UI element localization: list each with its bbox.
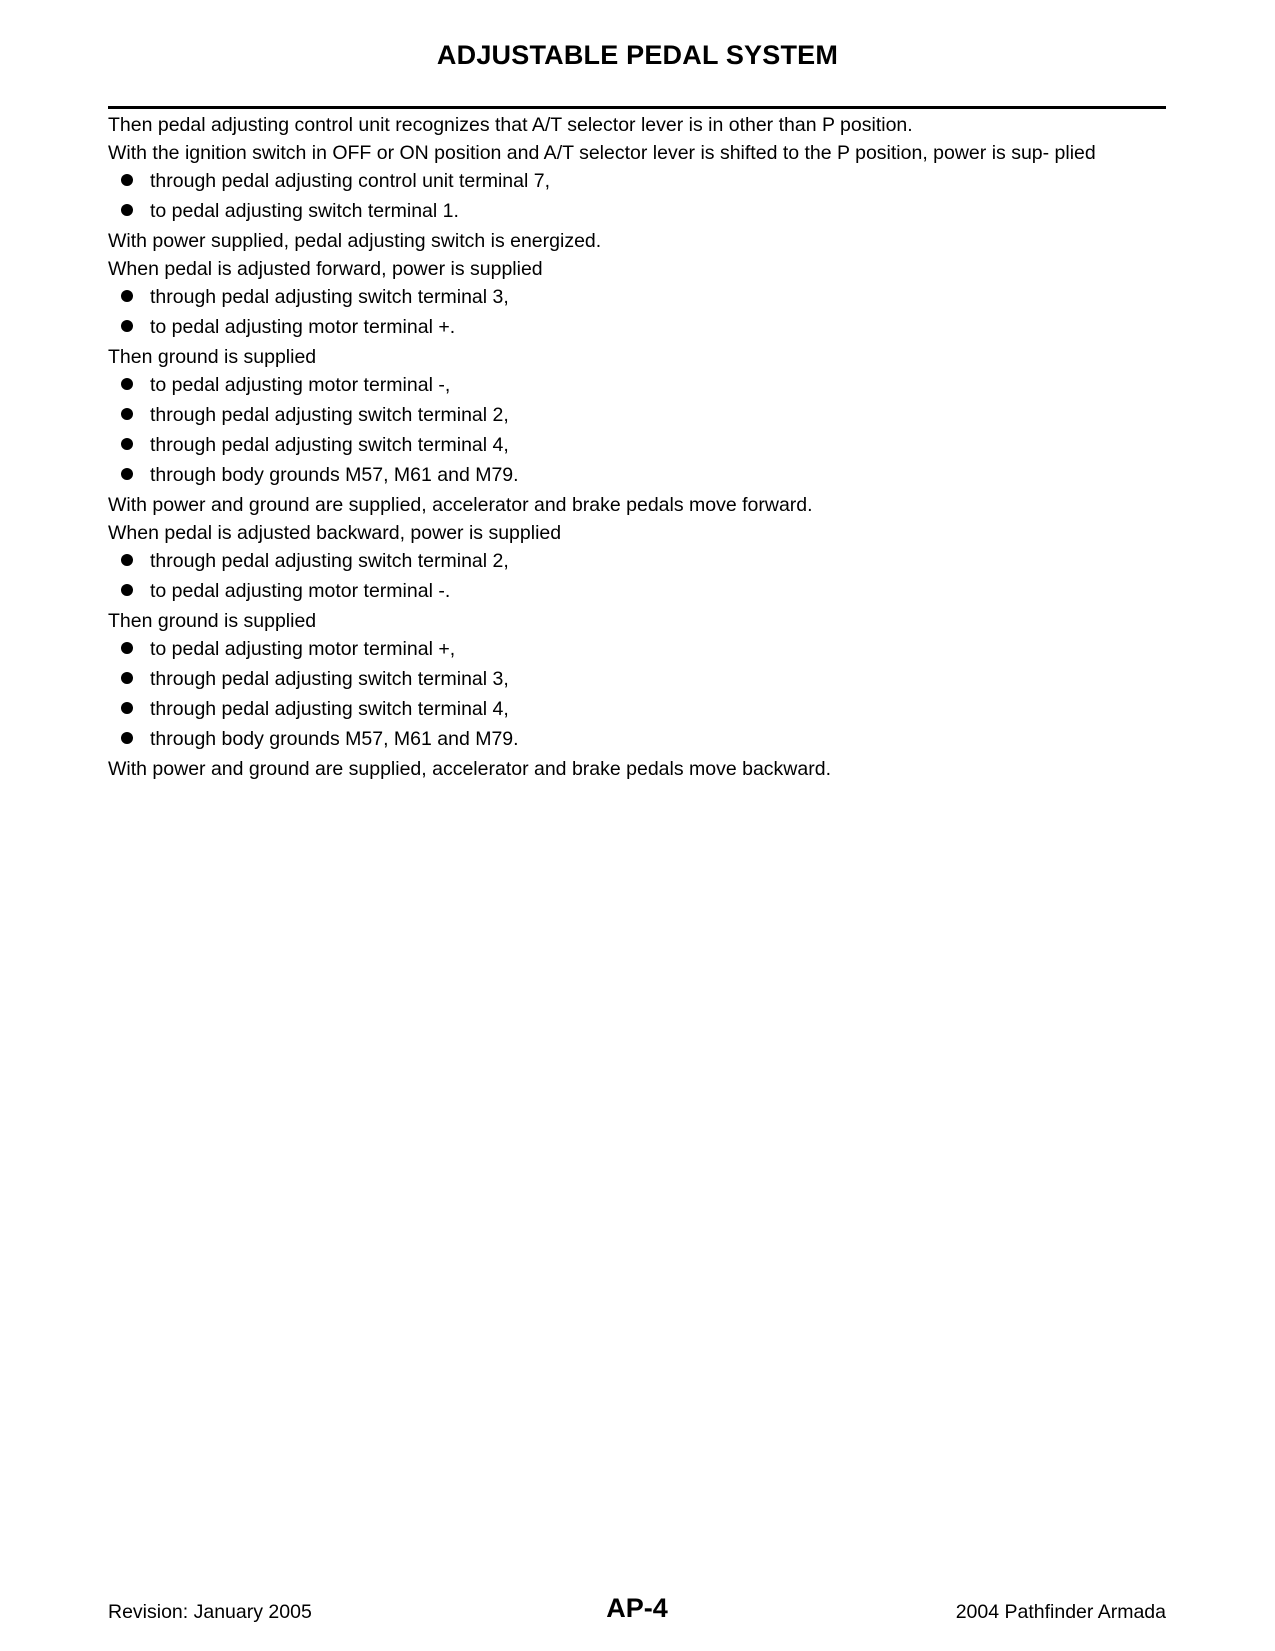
- bullet-text: to pedal adjusting motor terminal +,: [150, 638, 456, 660]
- bullet-item: [108, 579, 1168, 603]
- bullet-text: to pedal adjusting switch terminal 1.: [150, 200, 459, 222]
- revision-date: Revision: January 2005: [108, 1601, 312, 1623]
- bullet-icon: [121, 438, 133, 450]
- bullet-icon: [121, 642, 133, 654]
- bullet-item: [108, 285, 1168, 309]
- bullet-item: [108, 433, 1168, 457]
- paragraph: When pedal is adjusted backward, power is supplied: [108, 522, 562, 544]
- bullet-item: [108, 463, 1168, 487]
- bullet-text: to pedal adjusting motor terminal -.: [150, 580, 451, 602]
- bullet-icon: [121, 672, 133, 684]
- bullet-text: through pedal adjusting switch terminal 4,: [150, 698, 509, 720]
- bullet-item: [108, 667, 1168, 691]
- bullet-text: through pedal adjusting switch terminal 4,: [150, 434, 509, 456]
- bullet-text: to pedal adjusting motor terminal +.: [150, 316, 456, 338]
- bullet-item: [108, 727, 1168, 751]
- bullet-icon: [121, 702, 133, 714]
- bullet-icon: [121, 378, 133, 390]
- page-title: ADJUSTABLE PEDAL SYSTEM: [436, 40, 839, 70]
- bullet-item: [108, 403, 1168, 427]
- bullet-item: [108, 169, 1168, 193]
- bullet-item: [108, 549, 1168, 573]
- header-rule: [108, 106, 1166, 109]
- bullet-icon: [121, 408, 133, 420]
- bullet-text: through body grounds M57, M61 and M79.: [150, 464, 519, 486]
- bullet-icon: [121, 584, 133, 596]
- page-number: AP-4: [606, 1593, 668, 1623]
- bullet-item: [108, 373, 1168, 397]
- bullet-icon: [121, 320, 133, 332]
- bullet-text: through pedal adjusting switch terminal 2,: [150, 404, 509, 426]
- bullet-item: [108, 315, 1168, 339]
- paragraph: With power and ground are supplied, accelerator and brake pedals move forward.: [108, 494, 813, 516]
- paragraph: When pedal is adjusted forward, power is supplied: [108, 258, 543, 280]
- bullet-icon: [121, 732, 133, 744]
- bullet-icon: [121, 554, 133, 566]
- paragraph: With power supplied, pedal adjusting switch is energized.: [108, 230, 602, 252]
- paragraph: With the ignition switch in OFF or ON position and A/T selector lever is shifted to the P position, power is sup- plied: [108, 142, 1096, 164]
- bullet-icon: [121, 468, 133, 480]
- bullet-item: [108, 697, 1168, 721]
- bullet-text: through body grounds M57, M61 and M79.: [150, 728, 519, 750]
- bullet-text: through pedal adjusting switch terminal 3,: [150, 286, 509, 308]
- bullet-text: to pedal adjusting motor terminal -,: [150, 374, 451, 396]
- paragraph: Then ground is supplied: [108, 346, 317, 368]
- bullet-text: through pedal adjusting switch terminal 2,: [150, 550, 509, 572]
- bullet-icon: [121, 204, 133, 216]
- paragraph: Then pedal adjusting control unit recognizes that A/T selector lever is in other than P position.: [108, 114, 913, 136]
- bullet-text: through pedal adjusting control unit terminal 7,: [150, 170, 550, 192]
- vehicle-model: 2004 Pathfinder Armada: [955, 1601, 1166, 1623]
- paragraph: Then ground is supplied: [108, 610, 317, 632]
- bullet-text: through pedal adjusting switch terminal 3,: [150, 668, 509, 690]
- bullet-item: [108, 637, 1168, 661]
- bullet-item: [108, 199, 1168, 223]
- bullet-icon: [121, 290, 133, 302]
- bullet-icon: [121, 174, 133, 186]
- body-content: [108, 113, 1168, 785]
- paragraph: With power and ground are supplied, accelerator and brake pedals move backward.: [108, 758, 831, 780]
- page-footer: [108, 1593, 1166, 1633]
